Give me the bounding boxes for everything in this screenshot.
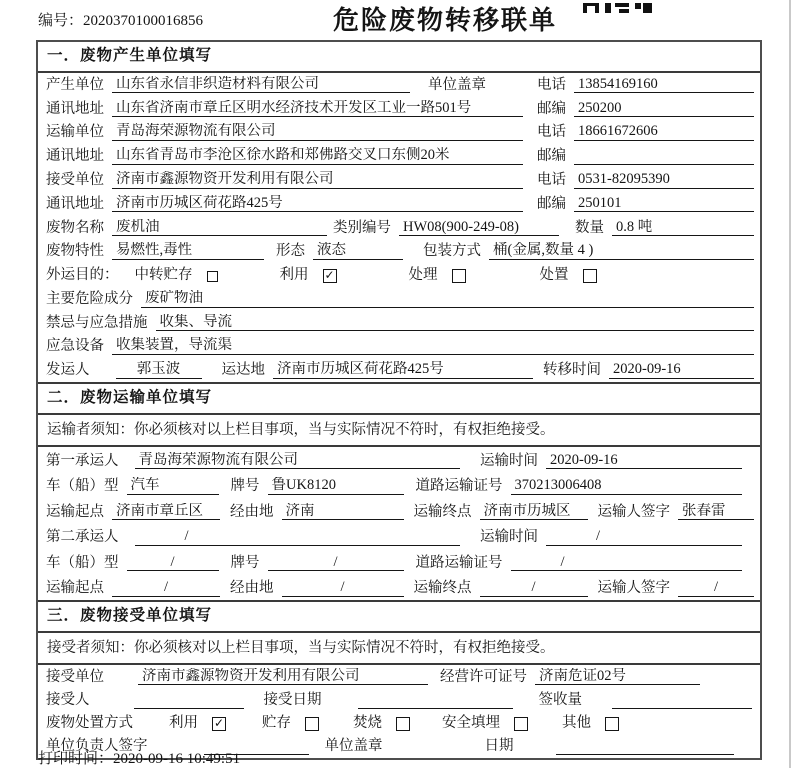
waste-qty-label: 数量 [575, 219, 604, 236]
row-accept-unit [38, 665, 760, 688]
receiver-zip-field: 250101 [574, 195, 754, 213]
sign-date-field [556, 738, 735, 755]
checkbox-treat [452, 269, 466, 283]
producer-seal-label: 单位盖章 [428, 76, 486, 93]
route2-via-label: 经由地 [230, 580, 274, 597]
row-transporter-address [38, 144, 760, 168]
section-receiver [38, 600, 760, 758]
package-type-field: 桶(金属,数量 4 ) [489, 242, 754, 260]
producer-phone-field: 13854169160 [574, 76, 754, 94]
waste-category-label: 类别编号 [333, 219, 391, 236]
disposal-method-label: 废物处置方式 [46, 715, 133, 732]
transporter-phone-label: 电话 [537, 124, 566, 141]
road-cert1-field: 370213006408 [511, 477, 743, 495]
carrier2-label: 第二承运人 [46, 529, 119, 546]
transporter-zip-label: 邮编 [537, 148, 566, 165]
row-route2 [38, 574, 760, 600]
section-transport [38, 382, 760, 600]
hazard-label: 主要危险成分 [46, 290, 133, 307]
qr-code-fragment-icon [583, 0, 653, 18]
taboo-field: 收集、导流 [156, 314, 755, 332]
equipment-label: 应急设备 [46, 338, 104, 355]
print-time-value: 2020-09-16 10:49:51 [113, 751, 241, 767]
waste-name-field: 废机油 [112, 219, 327, 237]
road-cert1-label: 道路运输证号 [415, 478, 503, 495]
vehicle2-field: / [127, 554, 219, 572]
checkbox-disposal-landfill [514, 717, 528, 731]
purpose-option-treat-label: 处理 [408, 267, 438, 284]
checkbox-use: ✓ [324, 267, 335, 282]
producer-zip-label: 邮编 [537, 100, 566, 117]
license-field: 济南危证02号 [535, 668, 700, 686]
route1-sign-label: 运输人签字 [597, 503, 670, 520]
route1-start-label: 运输起点 [46, 503, 104, 520]
transporter-phone-field: 18661672606 [574, 123, 754, 141]
section3-header: 三．废物接受单位填写 [38, 602, 760, 633]
producer-zip-field: 250200 [574, 100, 754, 118]
receipt-amount-field [612, 692, 752, 709]
route2-end-label: 运输终点 [413, 580, 472, 597]
waste-category-field: HW08(900-249-08) [399, 219, 559, 237]
route1-via-field: 济南 [282, 503, 404, 521]
route1-end-label: 运输终点 [413, 503, 472, 520]
destination-label: 运达地 [221, 362, 265, 379]
purpose-label: 外运目的： [46, 267, 119, 284]
accept-date-field [358, 692, 513, 709]
checkbox-transfer-storage [207, 271, 218, 282]
producer-value-field: 山东省永信非织造材料有限公司 [112, 76, 410, 94]
receiver-phone-label: 电话 [537, 171, 566, 188]
producer-address-label: 通讯地址 [46, 100, 104, 117]
row-disposal-method [38, 712, 760, 735]
transporter-label: 运输单位 [46, 124, 104, 141]
accept-person-field [134, 692, 244, 709]
receiver-address-field: 济南市历城区荷花路425号 [112, 195, 523, 213]
waste-form-field: 液态 [313, 242, 403, 260]
waste-qty-field: 0.8 吨 [612, 219, 754, 237]
producer-phone-label: 电话 [537, 76, 566, 93]
disposal-option-landfill-label: 安全填埋 [442, 715, 500, 732]
plate2-field: / [268, 554, 404, 572]
accept-unit-field: 济南市鑫源物资开发利用有限公司 [138, 668, 428, 686]
row-waste-name [38, 215, 760, 239]
document-number-value: 2020370100016856 [83, 13, 204, 29]
row-carrier1 [38, 447, 760, 473]
carrier2-time-field: / [546, 528, 742, 546]
transporter-value-field: 青岛海荣源物流有限公司 [112, 123, 523, 141]
plate2-label: 牌号 [230, 554, 260, 571]
checkbox-dispose [583, 269, 597, 283]
purpose-option-use-label: 利用 [279, 267, 309, 284]
vehicle1-field: 汽车 [127, 477, 219, 495]
license-label: 经营许可证号 [440, 668, 527, 685]
row-purpose [38, 263, 760, 287]
shipper-label: 发运人 [46, 362, 90, 379]
row-equipment [38, 334, 760, 358]
taboo-label: 禁忌与应急措施 [46, 314, 148, 331]
row-receiver [38, 168, 760, 192]
plate1-label: 牌号 [230, 478, 260, 495]
disposal-option-store-label: 贮存 [262, 715, 291, 732]
row-dispatch [38, 358, 760, 382]
accept-date-label: 接受日期 [263, 691, 322, 708]
receipt-amount-label: 签收量 [538, 691, 582, 708]
row-producer [38, 73, 760, 97]
row-transporter [38, 120, 760, 144]
producer-address-field: 山东省济南市章丘区明水经济技术开发区工业一路501号 [112, 100, 523, 118]
transfer-time-field: 2020-09-16 [609, 361, 754, 379]
row-hazard [38, 287, 760, 311]
vehicle2-label: 车（船）型 [46, 554, 119, 571]
carrier2-field: / [135, 528, 461, 546]
waste-form-label: 形态 [276, 243, 305, 260]
document-number [38, 9, 203, 30]
equipment-field: 收集装置，导流渠 [112, 337, 754, 355]
row-carrier2 [38, 523, 760, 549]
road-cert2-label: 道路运输证号 [415, 554, 503, 571]
route1-sign-field: 张春雷 [678, 503, 754, 521]
carrier2-time-label: 运输时间 [480, 529, 538, 546]
page-edge-line [789, 0, 791, 768]
carrier1-label: 第一承运人 [46, 452, 119, 469]
unit-seal-label: 单位盖章 [324, 738, 383, 755]
route2-start-field: / [112, 579, 220, 597]
checkbox-disposal-burn [396, 717, 410, 731]
accept-unit-label: 接受单位 [46, 668, 104, 685]
document-number-label: 编号： [38, 13, 84, 29]
purpose-option-transfer-label: 中转贮存 [134, 267, 193, 284]
route2-sign-label: 运输人签字 [597, 580, 670, 597]
row-producer-address [38, 96, 760, 120]
carrier1-field: 青岛海荣源物流有限公司 [135, 452, 461, 470]
transfer-time-label: 转移时间 [543, 362, 601, 379]
print-time-label: 打印时间： [38, 751, 114, 767]
route2-start-label: 运输起点 [46, 580, 104, 597]
purpose-option-dispose-label: 处置 [539, 267, 569, 284]
checkbox-disposal-use: ✓ [213, 715, 225, 730]
row-vehicle1 [38, 472, 760, 498]
transporter-notice: 运输者须知：你必须核对以上栏目事项，当与实际情况不符时，有权拒绝接受。 [38, 415, 760, 447]
row-waste-traits [38, 239, 760, 263]
sign-date-label: 日期 [484, 738, 514, 755]
receiver-label: 接受单位 [46, 171, 104, 188]
transporter-address-field: 山东省青岛市李沧区徐水路和郑佛路交叉口东侧20米 [112, 147, 523, 165]
waste-traits-field: 易燃性,毒性 [112, 242, 264, 260]
manifest-form [36, 40, 762, 760]
row-accept-person [38, 688, 760, 711]
row-receiver-address [38, 192, 760, 216]
route1-end-field: 济南市历城区 [480, 503, 588, 521]
section2-header: 二．废物运输单位填写 [38, 384, 760, 415]
transporter-address-label: 通讯地址 [46, 148, 104, 165]
receiver-value-field: 济南市鑫源物资开发利用有限公司 [112, 171, 523, 189]
checkbox-disposal-other [605, 717, 619, 731]
transporter-zip-field [574, 148, 754, 165]
destination-field: 济南市历城区荷花路425号 [273, 361, 533, 379]
disposal-option-use-label: 利用 [169, 715, 198, 732]
row-taboo [38, 311, 760, 335]
waste-traits-label: 废物特性 [46, 243, 104, 260]
row-vehicle2 [38, 549, 760, 575]
page-title: 危险废物转移联单 [332, 6, 558, 35]
print-time [38, 747, 240, 768]
package-type-label: 包装方式 [423, 243, 481, 260]
route1-via-label: 经由地 [230, 503, 274, 520]
checkbox-disposal-store [305, 717, 319, 731]
receiver-notice: 接受者须知：你必须核对以上栏目事项，当与实际情况不符时，有权拒绝接受。 [38, 633, 760, 665]
plate1-field: 鲁UK8120 [268, 477, 404, 495]
row-route1 [38, 498, 760, 524]
accept-person-label: 接受人 [46, 691, 90, 708]
route1-start-field: 济南市章丘区 [112, 503, 220, 521]
receiver-zip-label: 邮编 [537, 195, 566, 212]
responsible-sign-label: 单位负责人签字 [46, 738, 148, 755]
section-producer [38, 42, 760, 382]
road-cert2-field: / [511, 554, 743, 572]
route2-end-field: / [480, 579, 588, 597]
receiver-address-label: 通讯地址 [46, 195, 104, 212]
shipper-field: 郭玉波 [116, 361, 202, 379]
receiver-phone-field: 0531-82095390 [574, 171, 754, 189]
disposal-option-other-label: 其他 [562, 715, 591, 732]
section1-header: 一．废物产生单位填写 [38, 42, 760, 73]
route2-sign-field: / [678, 579, 754, 597]
vehicle1-label: 车（船）型 [46, 478, 119, 495]
waste-name-label: 废物名称 [46, 219, 104, 236]
producer-label: 产生单位 [46, 76, 104, 93]
hazard-field: 废矿物油 [141, 290, 754, 308]
disposal-option-burn-label: 焚烧 [353, 715, 382, 732]
route2-via-field: / [282, 579, 404, 597]
carrier1-time-field: 2020-09-16 [546, 452, 742, 470]
carrier1-time-label: 运输时间 [480, 452, 538, 469]
